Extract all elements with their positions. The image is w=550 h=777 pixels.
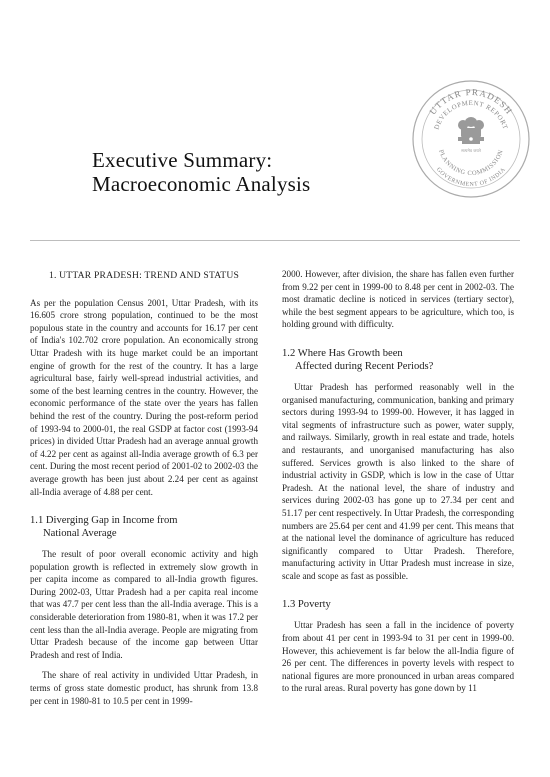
paragraph: 2000. However, after division, the share has fallen even further from 9.22 per cent in 1999-00 to 8.48 per cent in 2002-03. The most dramatic decline is noticed in services (tertiary sector), while the best segment appears to be agriculture, which too, is holding ground with difficulty.	[282, 269, 514, 330]
seal-arc-top: UTTAR PRADESH	[427, 86, 515, 117]
paragraph: Uttar Pradesh has seen a fall in the incidence of poverty from about 41 per cent in 1993-94 to 31 per cent in 1999-00. However, this achievement is far below the all-India figure of 26 per cent. The differences in poverty levels with respect to national figures are more pronounced in urban areas compared to the rural areas. Rural poverty has gone down by 11	[282, 620, 514, 694]
seal-arc-lower: PLANNING COMMISSION	[437, 148, 505, 178]
seal-graphic	[410, 78, 532, 200]
paragraph: The share of real activity in undivided Uttar Pradesh, in terms of gross state domestic product, has shrunk from 13.8 per cent in 1980-81 to 10.5 per cent in 1999-	[30, 670, 258, 706]
subsection-heading-1-2	[282, 347, 514, 373]
subsection-heading-line: Affected during Recent Periods?	[295, 360, 434, 372]
paragraph: As per the population Census 2001, Uttar Pradesh, with its 16.605 crore strong population, continued to be the most populous state in the country and accounts for 16.17 per cent of India's 102.702 crore population. An economically strong Uttar Pradesh with its huge market could be an important engine of growth for the rest of the country. It has a large agricultural base, fairly well-spread industrial activities, and some of the best learning centres in the country. However, the economic performance of the state over the years has fallen behind the rest of the country. During the post-reform period of 1993-94 to 2000-01, the real GSDP at factor cost (1993-94 prices) in divided Uttar Pradesh had an average annual growth of 4.22 per cent as against all-India average growth of 6.3 per cent. During the most recent period of 2001-02 to 2002-03 the average growth has been just about 2.24 per cent as against all-India average of 4.88 per cent.	[30, 297, 258, 497]
left-column	[30, 268, 258, 715]
seal-arc-upper: DEVELOPMENT REPORT	[433, 99, 509, 131]
section-heading: 1. UTTAR PRADESH: TREND AND STATUS	[48, 270, 240, 281]
subsection-heading-line: National Average	[43, 528, 117, 540]
development-report-seal	[410, 78, 532, 200]
subsection-heading-line: 1.1 Diverging Gap in Income from	[30, 515, 178, 527]
seal-arc-bottom: GOVERNMENT OF INDIA	[434, 166, 508, 189]
subsection-heading-line: 1.2 Where Has Growth been	[282, 347, 403, 359]
subsection-heading-1-1	[30, 514, 258, 540]
paragraph: Uttar Pradesh has performed reasonably well in the organised manufacturing, communication, banking and primary sectors during 1993-94 to 1999-00. However, it has lagged in vital segments of infrastructure such as power, water supply, and railways. Similarly, growth in real estate and trade, hotels and restaurants, and unorganised manufacturing has also suffered. Services growth is also linked to the share of industrial activity in GSDP, which is low in the case of Uttar Pradesh. At the national level, the share of industry and services during 2002-03 has gone up to 27.34 per cent and 51.17 per cent respectively. In Uttar Pradesh, the corresponding numbers are 25.64 per cent and 41.99 per cent. This means that at the national level the dominance of agriculture has reduced significantly compared to Uttar Pradesh. Therefore, manufacturing activity in Uttar Pradesh must increase in size, scale and scope as fast as possible.	[282, 381, 514, 581]
title-divider	[30, 240, 520, 241]
emblem-motto: सत्यमेव जयते	[461, 148, 481, 153]
paragraph: The result of poor overall economic activity and high population growth is reflected in extremely slow growth in per capita income as compared to all-India growth figures. During 2002-03, Uttar Pradesh had a per capita real income that was 47.7 per cent less than the all-India average. This is a considerable deterioration from 1980-81, when it was 17.2 per cent less than the all-India average. People are migrating from Uttar Pradesh because of the income gap between Uttar Pradesh and rest of India.	[30, 549, 258, 660]
page-title	[92, 148, 422, 196]
subsection-heading-1-3: 1.3 Poverty	[282, 599, 331, 611]
right-column	[282, 268, 514, 703]
lion-capital-emblem-icon	[458, 117, 484, 144]
title-line-2: Macroeconomic Analysis	[92, 172, 311, 196]
title-line-1: Executive Summary:	[92, 148, 273, 172]
